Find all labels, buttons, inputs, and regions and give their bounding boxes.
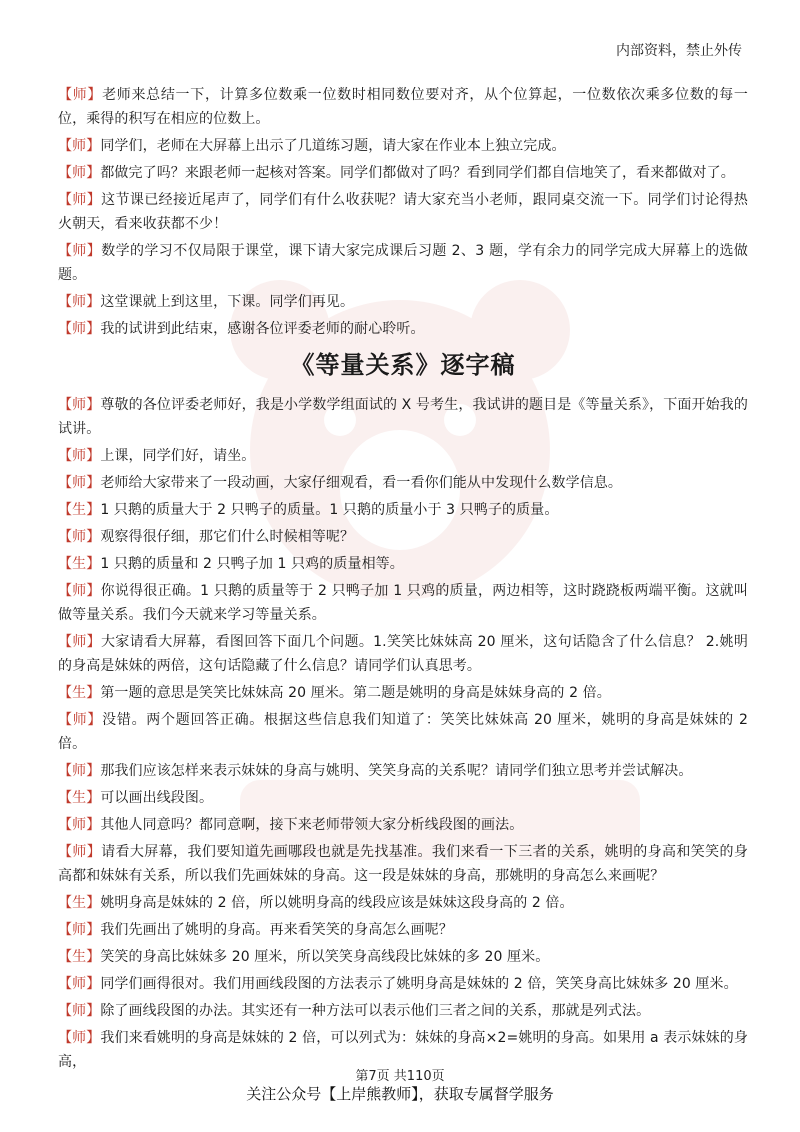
paragraph-text: 尊敬的各位评委老师好，我是小学数学组面试的 X 号考生，我试讲的题目是《等量关系》，下面开始我的试讲。 xyxy=(58,397,748,437)
confidential-note: 内部资料，禁止外传 xyxy=(616,43,742,59)
speaker-tag: 【师】 xyxy=(58,976,101,992)
dialogue-paragraph xyxy=(58,552,748,576)
dialogue-paragraph xyxy=(58,471,748,495)
paragraph-text: 可以画出线段图。 xyxy=(100,790,214,806)
dialogue-paragraph xyxy=(58,891,748,915)
dialogue-paragraph xyxy=(58,525,748,549)
dialogue-paragraph xyxy=(58,918,748,942)
paragraph-text: 都做完了吗？来跟老师一起核对答案。同学们都做对了吗？看到同学们都自信地笑了，看来都做对了。 xyxy=(100,165,735,181)
dialogue-paragraph xyxy=(58,134,748,158)
paragraph-list-after xyxy=(58,393,748,1074)
speaker-tag: 【师】 xyxy=(58,817,101,833)
speaker-tag: 【师】 xyxy=(58,397,101,413)
dialogue-paragraph xyxy=(58,999,748,1023)
dialogue-paragraph xyxy=(58,813,748,837)
paragraph-text: 这堂课就上到这里，下课。同学们再见。 xyxy=(100,294,355,310)
section-title: 《等量关系》逐字稿 xyxy=(290,351,516,379)
paragraph-text: 第一题的意思是笑笑比妹妹高 20 厘米。第二题是姚明的身高是妹妹身高的 2 倍。 xyxy=(100,685,611,701)
speaker-tag: 【师】 xyxy=(58,844,102,860)
paragraph-text: 笑笑的身高比妹妹多 20 厘米，所以笑笑身高线段比妹妹的多 20 厘米。 xyxy=(100,949,550,965)
speaker-tag: 【师】 xyxy=(58,1003,101,1019)
paragraph-text: 没错。两个题回答正确。根据这些信息我们知道了：笑笑比妹妹高 20 厘米，姚明的身高是妹妹的 2 倍。 xyxy=(58,712,748,752)
speaker-tag: 【师】 xyxy=(58,712,103,728)
speaker-tag: 【师】 xyxy=(58,922,101,938)
paragraph-text: 同学们，老师在大屏幕上出示了几道练习题，请大家在作业本上独立完成。 xyxy=(100,138,566,154)
dialogue-paragraph xyxy=(58,239,748,287)
main-content xyxy=(58,83,748,1077)
dialogue-paragraph xyxy=(58,840,748,888)
speaker-tag: 【师】 xyxy=(58,448,101,464)
speaker-tag: 【师】 xyxy=(58,294,101,310)
paragraph-text: 除了画线段图的办法。其实还有一种方法可以表示他们三者之间的关系，那就是列式法。 xyxy=(100,1003,651,1019)
dialogue-paragraph xyxy=(58,759,748,783)
speaker-tag: 【生】 xyxy=(58,685,101,701)
paragraph-text: 老师给大家带来了一段动画，大家仔细观看，看一看你们能从中发现什么数学信息。 xyxy=(100,475,623,491)
dialogue-paragraph xyxy=(58,161,748,185)
speaker-tag: 【师】 xyxy=(58,243,102,259)
dialogue-paragraph xyxy=(58,83,748,131)
dialogue-paragraph xyxy=(58,630,748,678)
paragraph-text: 那我们应该怎样来表示妹妹的身高与姚明、笑笑身高的关系呢？请同学们独立思考并尝试解决。 xyxy=(100,763,693,779)
dialogue-paragraph xyxy=(58,444,748,468)
dialogue-paragraph xyxy=(58,708,748,756)
footer-promo: 关注公众号【上岸熊教师】，获取专属督学服务 xyxy=(246,1085,554,1103)
dialogue-paragraph xyxy=(58,972,748,996)
paragraph-text: 我们先画出了姚明的身高。再来看笑笑的身高怎么画呢？ xyxy=(100,922,453,938)
speaker-tag: 【师】 xyxy=(58,1030,101,1046)
speaker-tag: 【师】 xyxy=(58,583,101,599)
speaker-tag: 【师】 xyxy=(58,529,101,545)
paragraph-text: 同学们画得很对。我们用画线段图的方法表示了姚明身高是妹妹的 2 倍，笑笑身高比妹妹多 20 厘米。 xyxy=(100,976,738,992)
paragraph-text: 大家请看大屏幕，看图回答下面几个问题。1.笑笑比妹妹高 20 厘米，这句话隐含了什么信息？ 2.姚明的身高是妹妹的两倍，这句话隐藏了什么信息？请同学们认真思考。 xyxy=(58,634,748,674)
paragraph-text: 老师来总结一下，计算多位数乘一位数时相同数位要对齐，从个位算起，一位数依次乘多位数的每一位，乘得的积写在相应的位数上。 xyxy=(58,87,748,127)
paragraph-text: 请看大屏幕，我们要知道先画哪段也就是先找基准。我们来看一下三者的关系，姚明的身高和笑笑的身高都和妹妹有关系，所以我们先画妹妹的身高。这一段是妹妹的身高，那姚明的身高怎么来画呢？ xyxy=(58,844,748,884)
speaker-tag: 【生】 xyxy=(58,895,101,911)
speaker-tag: 【师】 xyxy=(58,763,101,779)
speaker-tag: 【生】 xyxy=(58,556,101,572)
paragraph-text: 姚明身高是妹妹的 2 倍，所以姚明身高的线段应该是妹妹这段身高的 2 倍。 xyxy=(100,895,574,911)
paragraph-text: 1 只鹅的质量大于 2 只鸭子的质量。1 只鹅的质量小于 3 只鸭子的质量。 xyxy=(100,502,559,518)
dialogue-paragraph xyxy=(58,188,748,236)
speaker-tag: 【生】 xyxy=(58,790,101,806)
paragraph-text: 1 只鹅的质量和 2 只鸭子加 1 只鸡的质量相等。 xyxy=(100,556,404,572)
speaker-tag: 【生】 xyxy=(58,502,101,518)
speaker-tag: 【师】 xyxy=(58,138,101,154)
speaker-tag: 【师】 xyxy=(58,634,101,650)
paragraph-text: 你说得很正确。1 只鹅的质量等于 2 只鸭子加 1 只鸡的质量，两边相等，这时跷跷板两端平衡。这就叫做等量关系。我们今天就来学习等量关系。 xyxy=(58,583,748,623)
paragraph-text: 这节课已经接近尾声了，同学们有什么收获呢？请大家充当小老师，跟同桌交流一下。同学们讨论得热火朝天，看来收获都不少！ xyxy=(58,192,748,232)
speaker-tag: 【师】 xyxy=(58,475,101,491)
paragraph-text: 上课，同学们好，请坐。 xyxy=(100,448,256,464)
paragraph-text: 数学的学习不仅局限于课堂，课下请大家完成课后习题 2、3 题，学有余力的同学完成大屏幕上的选做题。 xyxy=(58,243,748,283)
dialogue-paragraph xyxy=(58,317,748,341)
paragraph-list-before xyxy=(58,83,748,341)
dialogue-paragraph xyxy=(58,786,748,810)
speaker-tag: 【师】 xyxy=(58,165,101,181)
dialogue-paragraph xyxy=(58,579,748,627)
paragraph-text: 我的试讲到此结束，感谢各位评委老师的耐心聆听。 xyxy=(100,321,425,337)
dialogue-paragraph xyxy=(58,290,748,314)
dialogue-paragraph xyxy=(58,498,748,522)
page-number: 第7页 共110页 xyxy=(355,1069,445,1084)
speaker-tag: 【师】 xyxy=(58,321,101,337)
speaker-tag: 【师】 xyxy=(58,192,102,208)
speaker-tag: 【师】 xyxy=(58,87,103,103)
dialogue-paragraph xyxy=(58,945,748,969)
paragraph-text: 我们来看姚明的身高是妹妹的 2 倍，可以列式为：妹妹的身高×2=姚明的身高。如果用 a 表示妹妹的身高， xyxy=(58,1030,748,1070)
paragraph-text: 其他人同意吗？都同意啊，接下来老师带领大家分析线段图的画法。 xyxy=(100,817,524,833)
dialogue-paragraph xyxy=(58,393,748,441)
paragraph-text: 观察得很仔细，那它们什么时候相等呢？ xyxy=(100,529,355,545)
speaker-tag: 【生】 xyxy=(58,949,101,965)
dialogue-paragraph xyxy=(58,681,748,705)
